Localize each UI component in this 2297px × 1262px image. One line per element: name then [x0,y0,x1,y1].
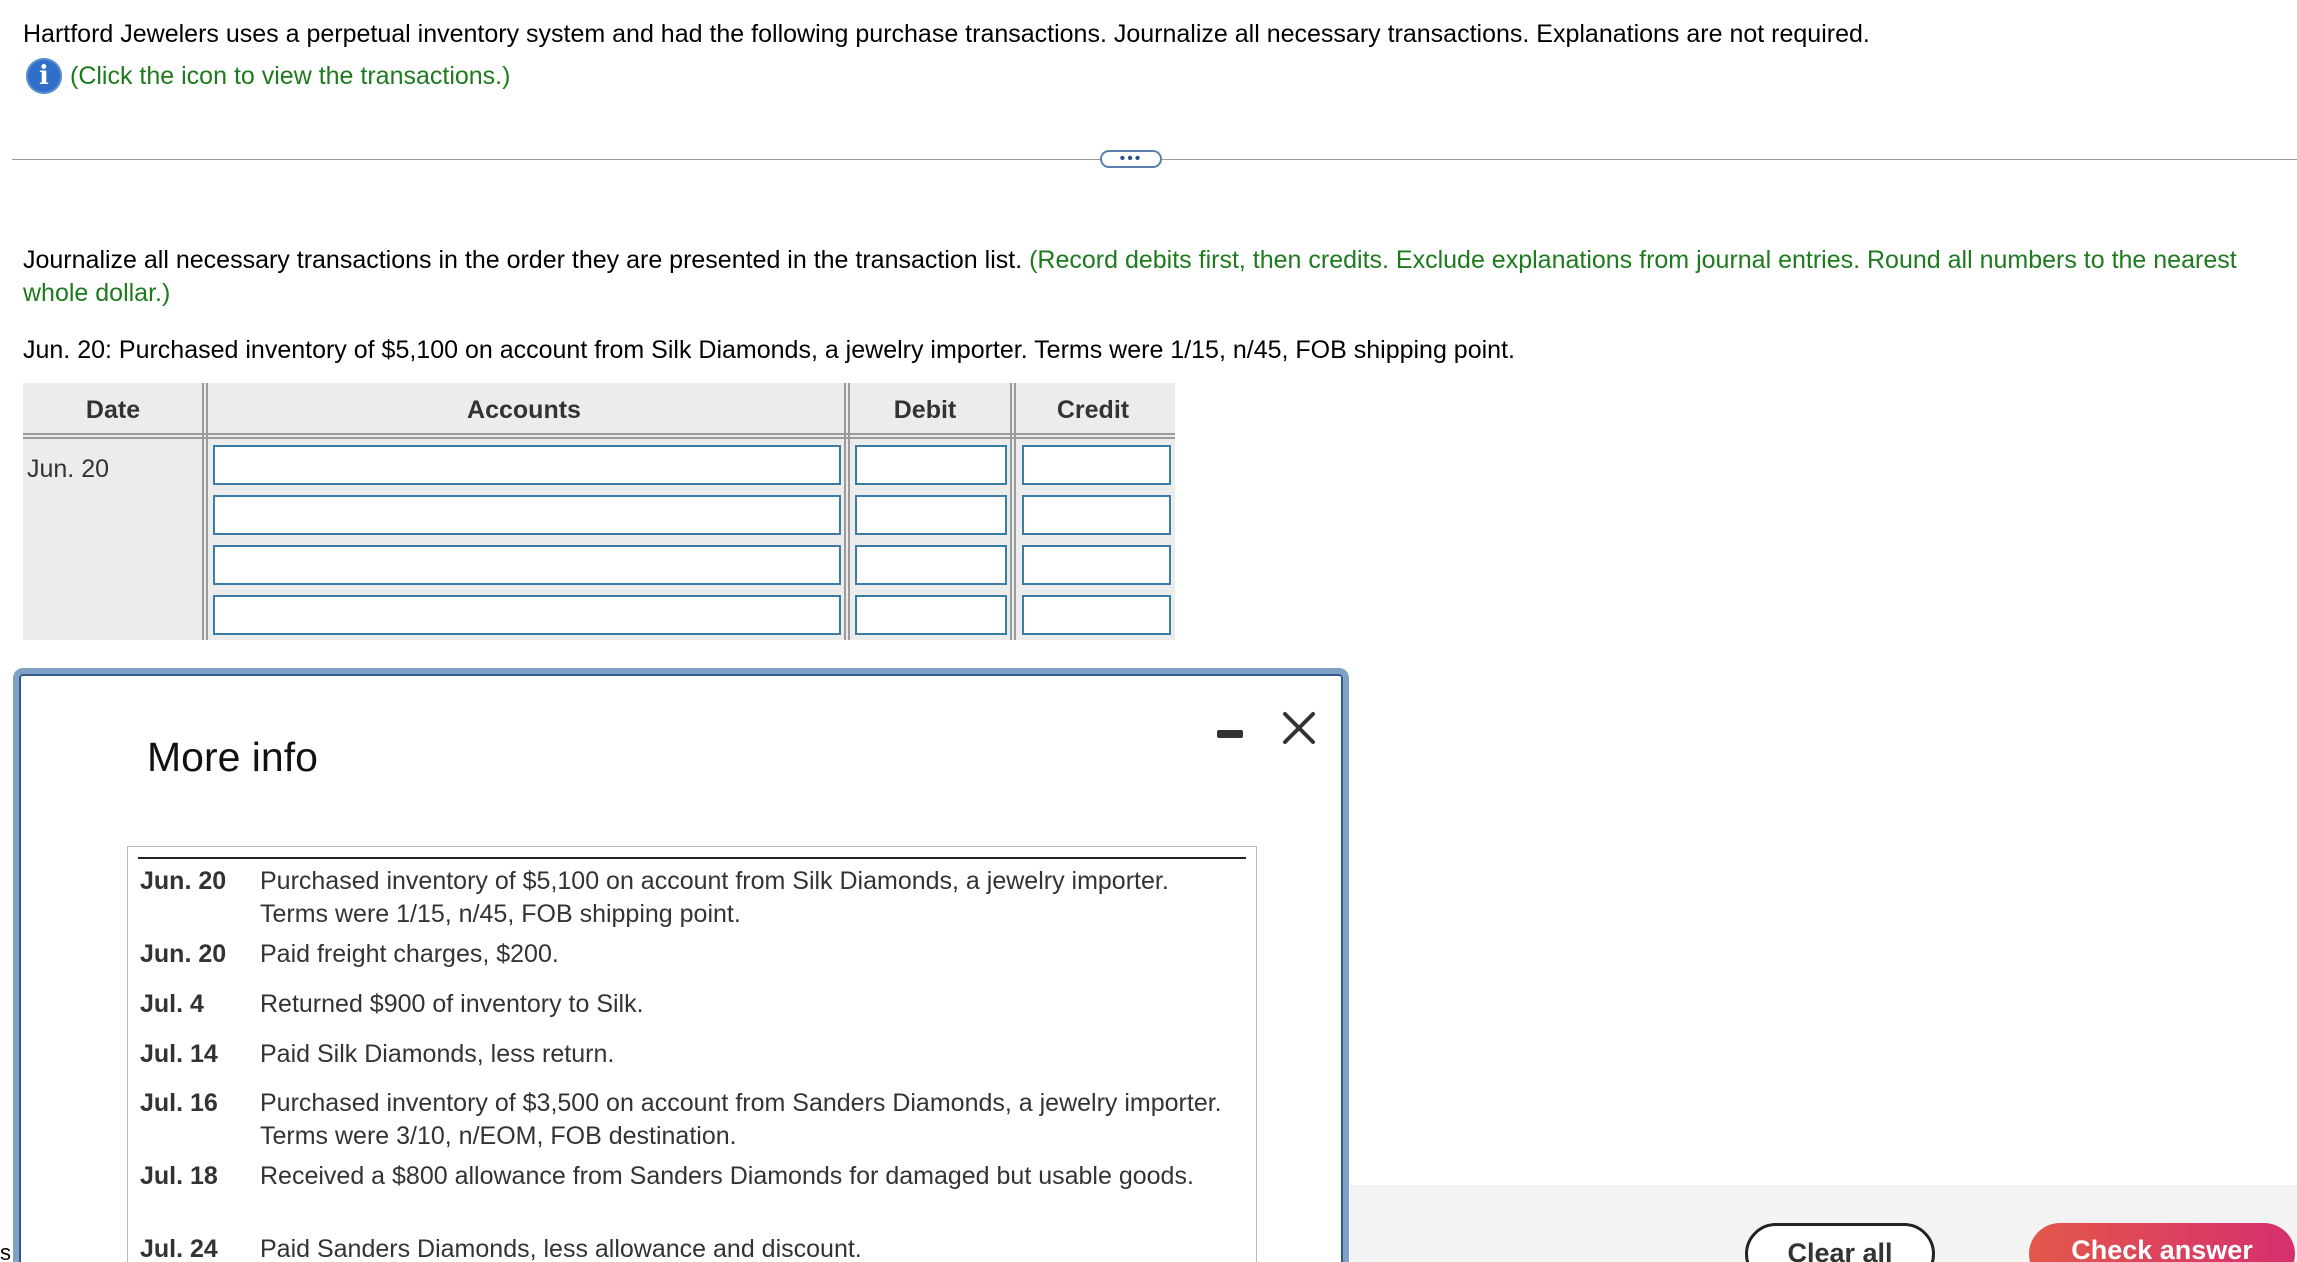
list-top-rule [138,857,1246,859]
view-transactions-link[interactable] [26,58,510,94]
debit-input[interactable] [855,445,1007,485]
close-icon[interactable] [1279,708,1319,748]
journal-table [23,383,1175,640]
account-input[interactable] [213,445,841,485]
transaction-description: Purchased inventory of $5,100 on account from Silk Diamonds, a jewelry importer. Terms were 1/15, n/45, FOB shipping point. [260,867,1169,928]
account-input[interactable] [213,545,841,585]
credit-input[interactable] [1022,445,1171,485]
info-link-text[interactable]: (Click the icon to view the transactions.) [70,61,511,90]
header-credit: Credit [1056,396,1130,424]
transaction-date: Jul. 24 [140,1235,218,1262]
transaction-description: Returned $900 of inventory to Silk. [260,990,644,1018]
column-divider [1010,383,1016,640]
header-date: Date [85,396,141,424]
dialog-title: More info [147,734,318,780]
credit-input[interactable] [1022,545,1171,585]
transactions-list [127,846,1257,1262]
transaction-description: Paid Sanders Diamonds, less allowance and discount. [260,1235,862,1262]
credit-input[interactable] [1022,495,1171,535]
transaction-date: Jul. 14 [140,1040,218,1068]
info-icon[interactable]: i [26,58,62,94]
transaction-date: Jun. 20 [140,940,227,968]
expand-ellipsis-button[interactable]: ••• [1100,150,1162,168]
header-debit: Debit [893,396,957,424]
debit-input[interactable] [855,545,1007,585]
instruction-main: Journalize all necessary transactions in the order they are presented in the transaction list. [23,246,1023,274]
transaction-date: Jul. 18 [140,1162,218,1190]
instruction [23,244,2263,310]
transaction-description: Purchased inventory of $3,500 on account from Sanders Diamonds, a jewelry importer. Terms were 3/10, n/EOM, FOB destination. [260,1089,1222,1150]
transaction-description: Paid Silk Diamonds, less return. [260,1040,615,1068]
transaction-description: Received a $800 allowance from Sanders Diamonds for damaged but usable goods. [260,1162,1194,1190]
transaction-description: Paid freight charges, $200. [260,940,559,968]
transaction-prompt: Jun. 20: Purchased inventory of $5,100 on account from Silk Diamonds, a jewelry importer. Terms were 1/15, n/45, FOB shipping point. [23,336,1515,364]
credit-input[interactable] [1022,595,1171,635]
account-input[interactable] [213,595,841,635]
instruction-note: (Record debits first, then credits. Exclude explanations from journal entries. Round all numbers to the nearest whole dollar.) [23,246,2237,307]
transaction-date: Jul. 4 [140,990,204,1018]
minimize-icon[interactable] [1217,730,1243,738]
debit-input[interactable] [855,595,1007,635]
more-info-dialog [13,668,1349,1262]
question-text: Hartford Jewelers uses a perpetual inventory system and had the following purchase transactions. Journalize all necessary transactions. Explanations are not required. [23,20,1870,48]
debit-input[interactable] [855,495,1007,535]
entry-date: Jun. 20 [27,455,110,483]
column-divider [844,383,850,640]
header-divider [23,433,1175,439]
header-accounts: Accounts [467,396,581,424]
account-input[interactable] [213,495,841,535]
transaction-date: Jul. 16 [140,1089,218,1117]
clear-all-button[interactable]: Clear all [1745,1223,1935,1262]
edge-text: s [0,1240,11,1262]
transaction-date: Jun. 20 [140,867,227,895]
column-divider [202,383,208,640]
check-answer-button[interactable]: Check answer [2029,1223,2295,1262]
